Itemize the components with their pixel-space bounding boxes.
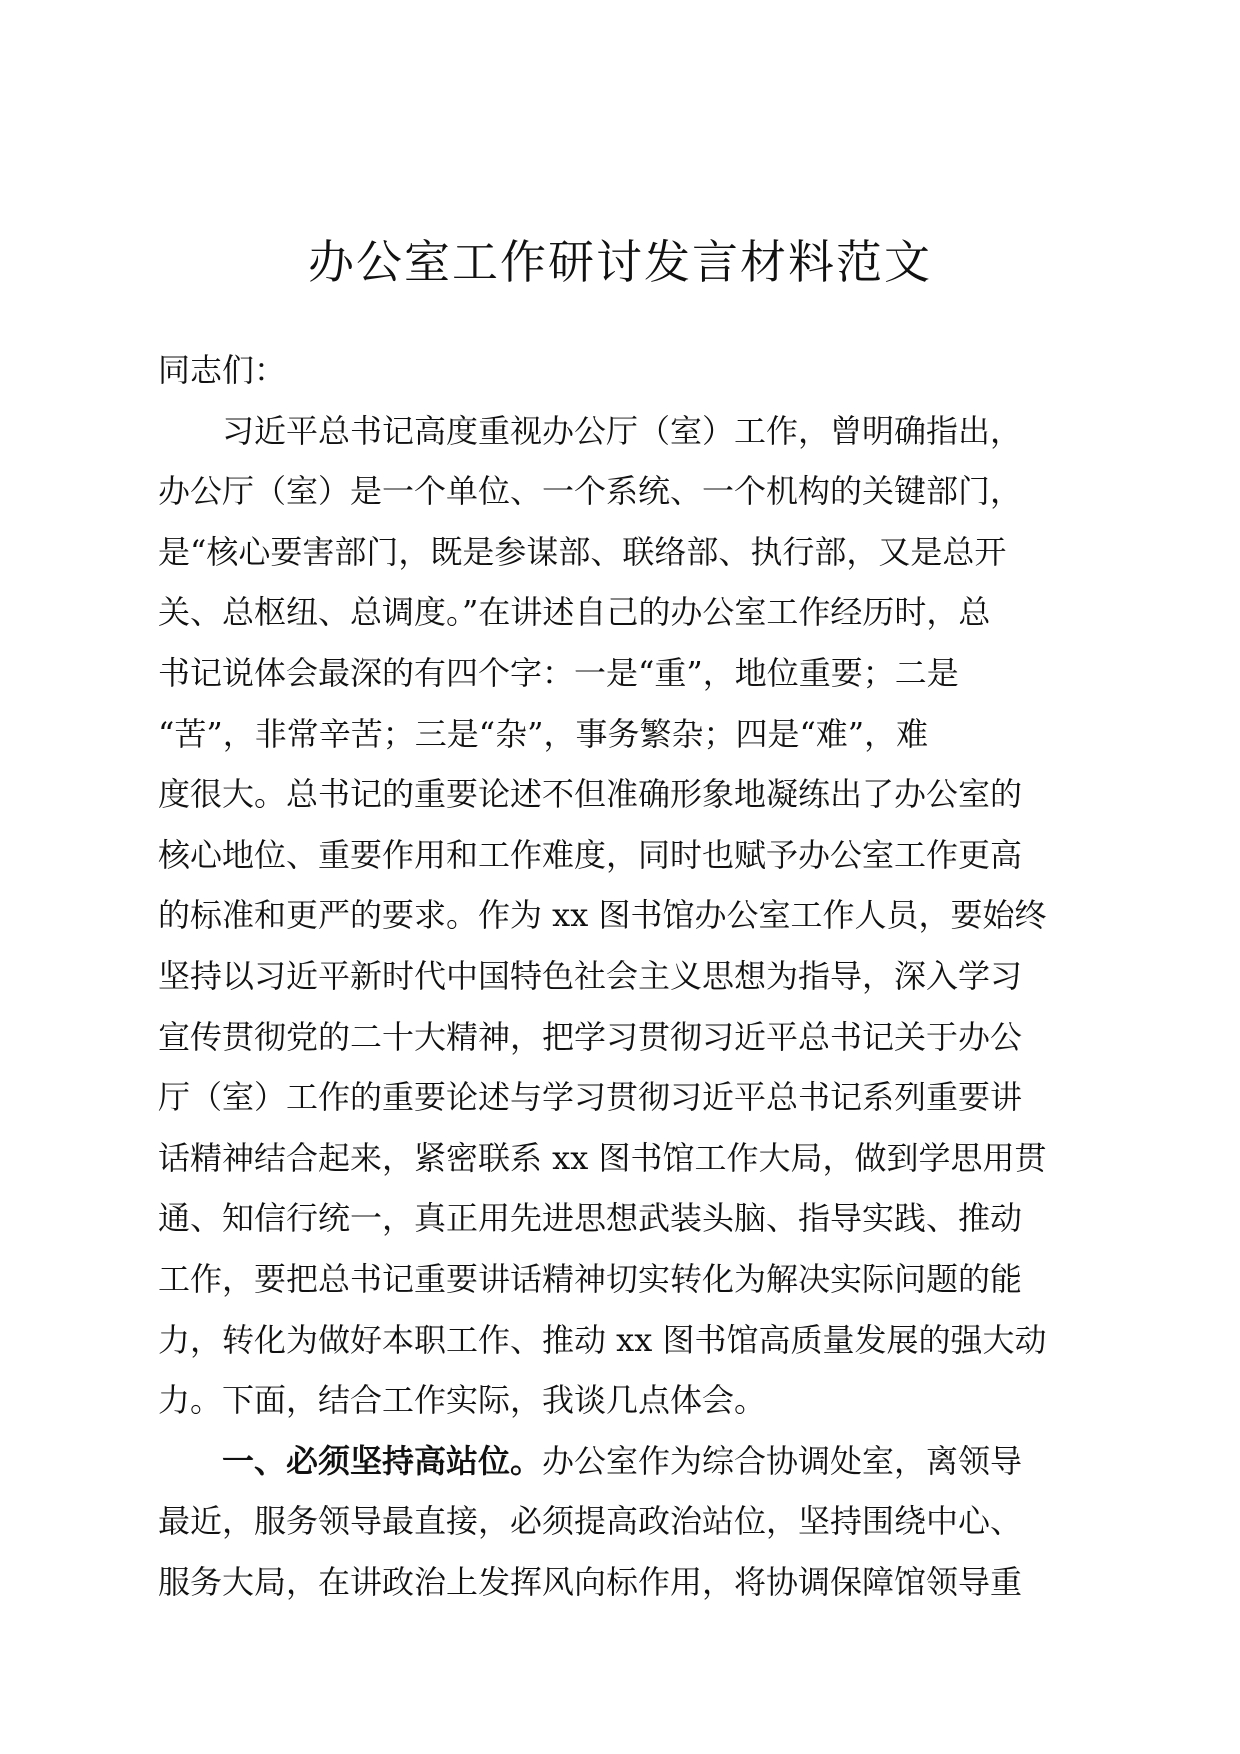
section-1-first-line	[158, 1431, 1058, 1492]
paragraph-line: 力。下面，结合工作实际，我谈几点体会。	[158, 1381, 767, 1420]
paragraph-line: 书记说体会最深的有四个字：一是“重”，地位重要；二是	[158, 653, 959, 692]
paragraph-line: 宣传贯彻党的二十大精神，把学习贯彻习近平总书记关于办公	[158, 1017, 1023, 1056]
paragraph-line: 通、知信行统一，真正用先进思想武装头脑、指导实践、推动	[158, 1199, 1023, 1238]
paragraph-line: 度很大。总书记的重要论述不但准确形象地凝练出了办公室的	[158, 775, 1023, 814]
paragraph-line: 关、总枢纽、总调度。”在讲述自己的办公室工作经历时，总	[158, 593, 991, 632]
document-body	[158, 340, 1058, 1612]
paragraph-line: “苦”，非常辛苦；三是“杂”，事务繁杂；四是“难”，难	[158, 714, 929, 753]
paragraph-line: 力，转化为做好本职工作、推动 xx 图书馆高质量发展的强大动	[158, 1320, 1047, 1359]
paragraph-line: 坚持以习近平新时代中国特色社会主义思想为指导，深入学习	[158, 956, 1023, 995]
paragraph-line: 工作，要把总书记重要讲话精神切实转化为解决实际问题的能	[158, 1259, 1023, 1298]
paragraph-line: 话精神结合起来，紧密联系 xx 图书馆工作大局，做到学思用贯	[158, 1138, 1047, 1177]
paragraph-line: 办公厅（室）是一个单位、一个系统、一个机构的关键部门，	[158, 472, 1023, 511]
paragraph-line: 习近平总书记高度重视办公厅（室）工作，曾明确指出，	[158, 411, 1023, 450]
document-title: 办公室工作研讨发言材料范文	[308, 235, 932, 289]
section-1-line: 服务大局，在讲政治上发挥风向标作用，将协调保障馆领导重	[158, 1562, 1023, 1601]
paragraph-line: 是“核心要害部门，既是参谋部、联络部、执行部，又是总开	[158, 532, 1007, 571]
section-1-first-line-text: 办公室作为综合协调处室，离领导	[542, 1441, 1023, 1480]
paragraph-line: 核心地位、重要作用和工作难度，同时也赋予办公室工作更高	[158, 835, 1023, 874]
section-1-line: 最近，服务领导最直接，必须提高政治站位，坚持围绕中心、	[158, 1502, 1023, 1541]
section-1-heading: 一、必须坚持高站位。	[158, 1441, 543, 1480]
paragraph-line: 厅（室）工作的重要论述与学习贯彻习近平总书记系列重要讲	[158, 1078, 1023, 1117]
paragraph-line: 的标准和更严的要求。作为 xx 图书馆办公室工作人员，要始终	[158, 896, 1047, 935]
greeting: 同志们：	[158, 351, 287, 389]
